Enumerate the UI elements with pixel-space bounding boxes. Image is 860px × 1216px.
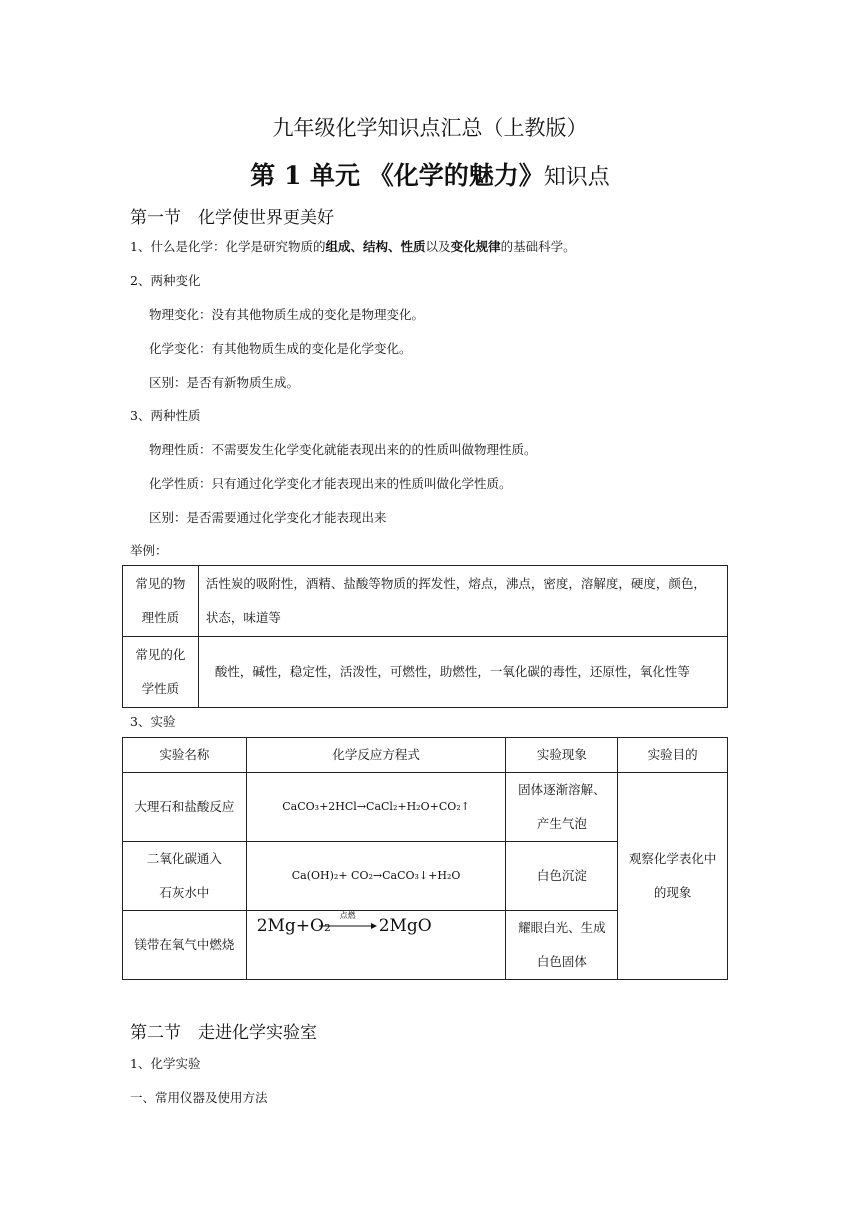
cell-text: 理性质 <box>141 610 180 625</box>
eq3-left: 2Mg+O₂ <box>256 916 331 936</box>
physical-property-examples <box>198 566 727 637</box>
q3-difference: 区别：是否需要通过化学变化才能表现出来 <box>149 510 387 525</box>
cell-text: 石灰水中 <box>159 885 210 900</box>
q1-bold-property: 性质 <box>400 239 426 254</box>
exp1-equation: CaCO₃+2HCl→CaCl₂+H₂O+CO₂↑ <box>246 773 506 842</box>
q1-line <box>130 237 576 255</box>
chemical-property-examples: 酸性，碱性，稳定性，活泼性，可燃性，助燃性，一氧化碳的毒性，还原性，氧化性等 <box>198 637 727 708</box>
header-purpose: 实验目的 <box>618 738 728 773</box>
section1-heading: 第一节 化学使世界更美好 <box>130 208 334 228</box>
q2-physical-change: 物理变化：没有其他物质生成的变化是物理变化。 <box>149 307 425 322</box>
chemical-property-head <box>123 637 199 708</box>
cell-text: 耀眼白光、生成 <box>518 920 606 935</box>
cell-text: 二氧化碳通入 <box>146 851 222 866</box>
q1-bold-structure: 结构 <box>363 239 389 254</box>
cell-text: 白色固体 <box>536 954 587 969</box>
cell-text: 常见的物 <box>135 576 186 591</box>
section2-heading: 第二节 走进化学实验室 <box>130 1023 317 1043</box>
q3-chemical-property: 化学性质：只有通过化学变化才能表现出来的性质叫做化学性质。 <box>149 476 512 491</box>
experiment-label: 3、实验 <box>130 714 176 729</box>
cell-text: 活性炭的吸附性，酒精、盐酸等物质的挥发性，熔点，沸点，密度，溶解度，硬度，颜色， <box>205 576 706 591</box>
exp2-name <box>123 842 247 911</box>
exp3-equation <box>246 911 506 980</box>
cell-text: 学性质 <box>141 681 180 696</box>
unit-title-main: 第 1 单元 《化学的魅力》 <box>250 161 544 190</box>
cell-text: 固体逐渐溶解、 <box>518 782 606 797</box>
q2-heading: 2、两种变化 <box>130 273 201 288</box>
table-row <box>123 773 728 842</box>
q3-heading: 3、两种性质 <box>130 408 201 423</box>
q1-sep1: 、 <box>350 239 363 254</box>
cell-text: 常见的化 <box>135 647 186 662</box>
exp3-phenomenon <box>506 911 618 980</box>
q3-physical-property: 物理性质：不需要发生化学变化就能表现出来的的性质叫做物理性质。 <box>149 442 537 457</box>
unit-title <box>0 156 860 192</box>
table-row <box>123 637 728 708</box>
q1-sep2: 、 <box>388 239 401 254</box>
experiment-table <box>122 737 728 980</box>
q1-bold-law: 变化规律 <box>450 239 501 254</box>
section2-line2: 一、常用仪器及使用方法 <box>130 1090 268 1105</box>
cell-text: 观察化学表化中 <box>628 851 717 866</box>
q1-suffix: 的基础科学。 <box>500 239 576 254</box>
q1-bold-composition: 组成 <box>325 239 351 254</box>
q2-chemical-change: 化学变化：有其他物质生成的变化是化学变化。 <box>149 341 412 356</box>
cell-text: 产生气泡 <box>536 816 587 831</box>
exp2-phenomenon: 白色沉淀 <box>506 842 618 911</box>
table-row <box>123 738 728 773</box>
q2-difference: 区别：是否有新物质生成。 <box>149 375 300 390</box>
header-experiment-name: 实验名称 <box>123 738 247 773</box>
eq3-right: 2MgO <box>378 916 432 936</box>
table-row <box>123 566 728 637</box>
arrow-icon <box>319 921 377 931</box>
physical-property-head <box>123 566 199 637</box>
exp2-equation: Ca(OH)₂+ CO₂→CaCO₃↓+H₂O <box>246 842 506 911</box>
section2-line1: 1、化学实验 <box>130 1056 201 1071</box>
header-phenomenon: 实验现象 <box>506 738 618 773</box>
exp3-name: 镁带在氧气中燃烧 <box>123 911 247 980</box>
exp1-name: 大理石和盐酸反应 <box>123 773 247 842</box>
cell-text: 的现象 <box>653 885 692 900</box>
eq3-condition: 点燃 <box>339 911 356 920</box>
unit-title-suffix: 知识点 <box>543 165 610 190</box>
property-table <box>122 565 728 708</box>
exp1-phenomenon <box>506 773 618 842</box>
q1-prefix: 1、什么是化学：化学是研究物质的 <box>130 239 326 254</box>
experiment-purpose <box>618 773 728 980</box>
document-title: 九年级化学知识点汇总（上教版） <box>272 116 588 140</box>
example-label: 举例： <box>130 543 168 558</box>
cell-text: 状态，味道等 <box>205 610 281 625</box>
q1-mid: 以及 <box>425 239 451 254</box>
header-equation: 化学反应方程式 <box>246 738 506 773</box>
